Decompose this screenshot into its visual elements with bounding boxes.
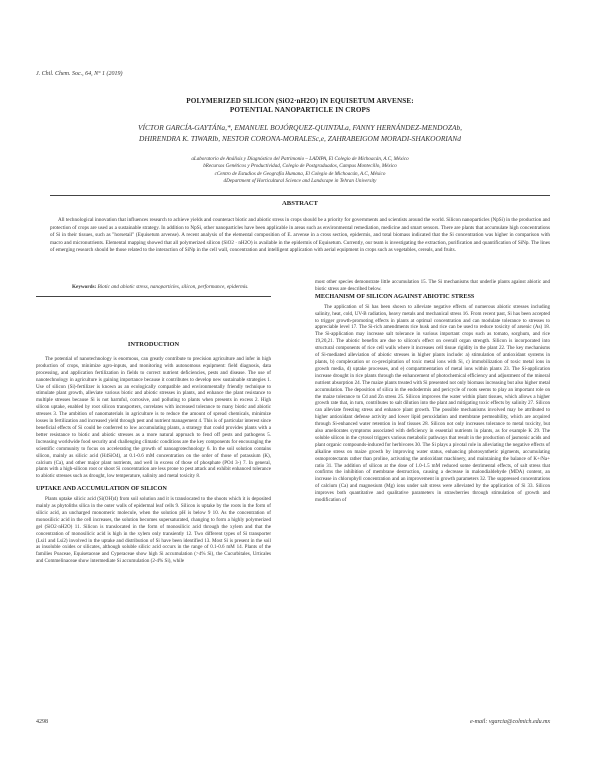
introduction-text: The potential of nanotechnology is enormous, can greatly contribute to precision agriculture and infer in high production of crops, minimize agro-inputs, and monitoring with autonomous equipment: field diagnosis, data processing, and application fertilization in fields to correct nutrient deficiencies, pests and disease. The use of nanotechnology in agriculture is gaining importance because it contributes to develop new sustainable strategies 1. Use of silicon (Si)-fertilizer is known as an ecologically compatible and environmentally friendly technique to stimulate plant growth, alleviate various biotic and abiotic stresses in plants, and enhance the plant resistance to multiple stresses because Si is not harmful, corrosive, and polluting to plants when presents in excess 2. High silicon uptake, enabled by root silicon transporters, correlates with increased tolerance to many biotic and abiotic stresses 3. The ambition of nanomaterials in agriculture is to reduce the amount of spread chemicals, minimize losses in fertilization and increased yield through pest and nutrient management 4. This is of particular interest since beneficial effects of Si could be conferred to low accumulating plants, a strategy that could provides plants with a better resistance to biotic and abiotic stresses as a more natural approach to fend off pests and pathogens 5. Increasing worldwide food security and challenging climatic conditions are the key components for encouraging the scientific community to focus on accelerating the growth of nanoagrotechnology 6. In the soil solution contains silicon, mainly as silicic acid (H4SiO4), at 0.1-0.6 mM concentration on the order of those of potassium (K), calcium (Ca), and other major plant nutrients, and well in excess of those of phosphate (PO4 3-) 7. In general, plants with a high-silicon root or shoot Si concentration are less prone to pest attack and exhibit enhanced tolerance to abiotic stresses such as drought, low temperature, salinity and metal toxicity 8. bbox=[36, 355, 271, 480]
keywords bbox=[72, 284, 249, 290]
right-column bbox=[315, 279, 550, 504]
abstract-text: All technological innovation that influences research to achieve yields and counteract biotic and abiotic stress in crops should be a priority for governments and scientists around the world. Silicon nanoparticles (NpSi) in the production and protection of crops are used as a sustainable strategy. In addition to NpSi, other nanoparticles have been applicable in areas such as environmental remediation, medicine and smart sensors. There are plants that accumulate high concentrations of Si in their tissues, such as "horsetail" (Equisetum arvense). A recent analysis of the elemental composition of E. arvense in a cross section, epidermis, and total biomass indicated that the Si concentration was higher in comparison with macro and micronutrients. Elemental mapping showed that all polymerized silicon (SiO2 · nH2O) is available in the epidermis of Equisetum. Currently, our team is investigating the extraction, purification and quantification of SiNp. The lines of emerging research should be those related to the interaction of SiNp in the cell wall, concentration and intelligent application with aerial equipment in crops such as vegetables, cereals, and fruits. bbox=[50, 217, 550, 253]
uptake-text: Plants uptake silicic acid (Si(OH)4) from soil solution and it is translocated to the shoots which it is deposited mainly as phytoliths silica in the outer walls of epidermal leaf cells 9. Silicon is uptake by the roots in the form of silicic acid, an uncharged monomeric molecule, when the solution pH is below 9 10. As the concentration of monosilicic acid in the cell increases, the solution becomes supersaturated, changing to form a highly polymerized gel (SiO2·nH2O) 11. Silicon is translocated in the form of monosilicic acid through the xylem and that the concentration of monosilicic acid is high in the xylem only transiently 12. Two different types of Si transporter (Lsi1 and Lsi2) involved in the uptake and distribution of Si have been identified 13. Most Si is present in the soil as insoluble oxides or silicates, although soluble silicic acid occurs in the range of 0.1-0.6 mM 14. Plants of the families Poaceae, Equisetaceae and Cyperaceae show high Si accumulation (>4% Si), the Cucurbitales, Urticales and Commelinaceae show intermediate Si accumulation (2-4% Si), while bbox=[36, 496, 271, 565]
affiliation-b: bRecursos Genéticos y Productividad, Colegio de Postgraduados, Campus Montecillo, México bbox=[203, 163, 397, 170]
corresponding-email: e-mail: vgarcia@colmich.edu.mx bbox=[470, 719, 551, 725]
abstract-heading: ABSTRACT bbox=[282, 200, 318, 207]
right-lead-text: most other species demonstrate little accumulation 15. The Si mechanisms that underlie plants against abiotic and biotic stress are described below. bbox=[315, 279, 550, 292]
affiliation-d: dDepartment of Horticultural Science and Landscape in Tehran University bbox=[223, 178, 377, 185]
keywords-text: Biotic and abiotic stress, nanoparticles, silicon, performance, epidermis. bbox=[97, 284, 249, 290]
affiliation-list bbox=[0, 156, 600, 186]
journal-citation: J. Chil. Chem. Soc., 64, N° 1 (2019) bbox=[36, 71, 123, 77]
mechanism-text: The application of Si has been shown to alleviate negative effects of numerous abiotic stresses including salinity, heat, cold, UV-B radiation, heavy metals and mechanical stress 16. From recent past, Si has been accepted to trigger growth-promoting effects in plants at optimal concentration and can modulate tolerance to stresses to appreciable level 17. The Si-rich amendments rice husk and rice can be used to reduce toxicity of arsenic (As) 18. The Si-application may increase salt tolerance in various important crops such as tomato, sorghum, and rice 19,20,21. The abiotic benefits are due to silicon's effect on overall organ strength. Silicon is incorporated into structural components of rice cell walls where it increases cell tissue rigidity in the plant 22. The key mechanisms of Si-mediated alleviation of abiotic stresses in higher plants include: a) stimulation of antioxidant systems in plants, b) complexation or co-precipitation of toxic metal ions with Si, c) immobilization of toxic metal ions in growth media, d) uptake processes, and e) compartmentation of metal ions within plants 23. The Si-application increase drought in rice plants through the enhancement of photochemical efficiency and adjustment of the mineral nutrient absorption 24. The maize plants treated with Si presented not only biomass increasing but also higher metal accumulation. The deposition of silica in the endodermis and pericycle of roots seems to play an important role on the maize tolerance to Cd and Zn stress 25. Silicon improves the water within plant tissues, which allows a higher growth rate that, in turn, contributes to salt dilution into the plant and mitigating toxic effects by salinity 27. Silicon can alleviate freezing stress and enhance plant growth. The possible mechanisms involved may be attributed to higher antioxidant defense activity and lower lipid peroxidation and membrane permeability, which are acquired through Si-enhanced water retention in leaf tissues 28. Silicon not only increases tolerance to metal toxicity, but also ameliorates symptoms associated with deficiency in essential nutrients in plants, as for example K 29. The soluble silicon in the cytosol triggers various metabolic pathways that result in the production of jasmonic acids and plant organic compounds-induced for herbivores 30. The Si plays a pivotal role in alleviating the negative effects of alkaline stress on maize growth by improving water status, enhancing photosynthetic pigments, accumulating osmoprotectants rather than proline, activating the antioxidant machinery, and maintaining the balance of K+/Na+ ratio 31. The addition of silicon at the dose of 1.0-1.5 mM reduced some detrimental effects, of salt stress that confirms the inhibition of membrane destruction, causing a decrease in malondialdehyde (MDA) content, an increase in chlorophyll concentration and an improvement in growth parameters 32. The suppressed concentrations of calcium (Ca) and magnesium (Mg) ions under salt stress were alleviated by the application of Si 33. Silicon improves both quantitative and qualitative parameters in strawberries through stimulation of growth and modification of bbox=[315, 303, 550, 504]
author-line-2: DHIRENDRA K. TIWARIb, NESTOR CORONA-MORALESc,e, ZAHRABEIGOM MORADI-SHAKOORIANd bbox=[139, 133, 461, 143]
keywords-rule bbox=[36, 296, 271, 297]
left-column bbox=[36, 342, 271, 565]
mechanism-heading: MECHANISM OF SILICON AGAINST ABIOTIC STRESS bbox=[315, 292, 475, 300]
affiliation-c: cCentro de Estudios de Geografía Humana, El Colegio de Michoacán, A.C, México bbox=[214, 170, 386, 177]
affiliation-a: aLaboratorio de Análisis y Diagnóstico del Patrimonio – LADIPA, El Colegio de Michoacán, A.C, México bbox=[191, 156, 409, 162]
page-number: 4298 bbox=[36, 719, 48, 725]
author-list bbox=[0, 123, 600, 144]
introduction-heading: INTRODUCTION bbox=[127, 341, 180, 348]
paper-title-line-2: POTENTIAL NANOPARTICLE IN CROPS bbox=[229, 106, 371, 114]
abstract-top-rule bbox=[50, 195, 550, 196]
author-line-1: VÍCTOR GARCÍA-GAYTÁNa,*, EMANUEL BOJÓRQUEZ-QUINTALa, FANNY HERNÁNDEZ-MENDOZAb, bbox=[137, 123, 463, 132]
uptake-heading: UPTAKE AND ACCUMULATION OF SILICON bbox=[36, 485, 167, 493]
keywords-label: Keywords: bbox=[72, 284, 97, 290]
paper-title-line-1: POLYMERIZED SILICON (SiO2·nH2O) IN EQUISETUM ARVENSE: bbox=[186, 97, 414, 105]
